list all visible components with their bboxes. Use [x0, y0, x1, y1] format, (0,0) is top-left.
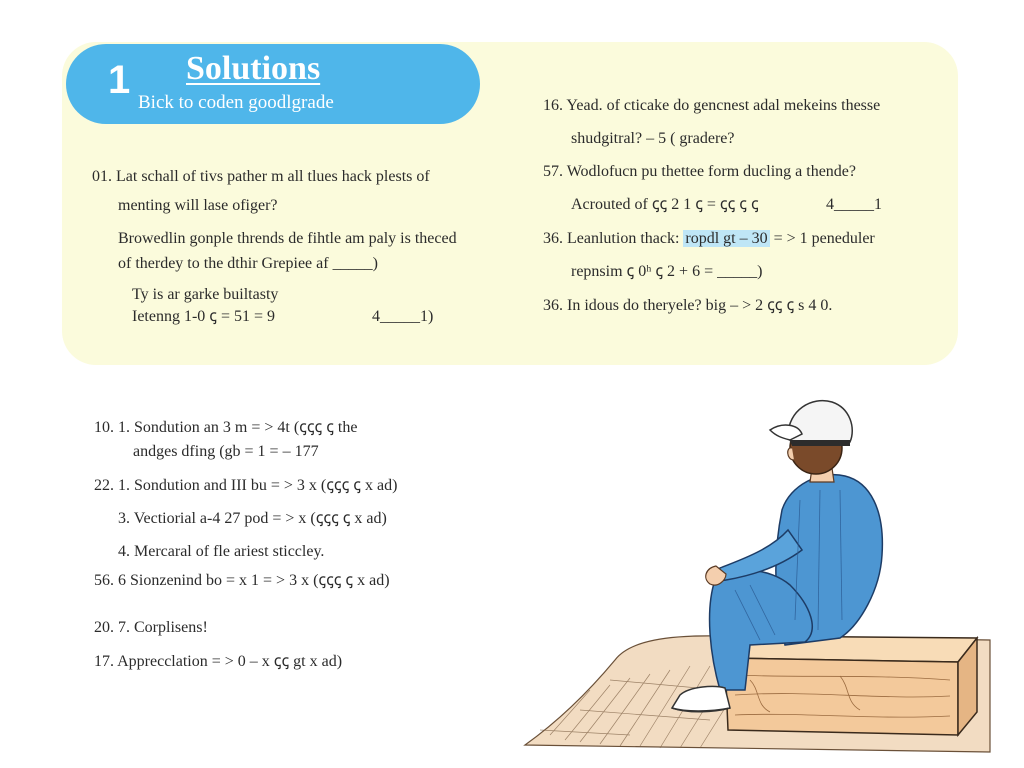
question-line: shudgitral? – 5 ( gradere? [571, 130, 735, 147]
cap [788, 401, 852, 444]
question-line: 57. Wodlofucn pu thettee form ducling a thende? [543, 163, 856, 180]
solution-item: 3. Vectiorial a-4 27 pod = > x (ꞔꞔꞔ ꞔ x ad) [118, 510, 387, 527]
student-sitting-illustration [520, 390, 1000, 760]
solution-item: 20. 7. Corplisens! [94, 619, 208, 636]
question-line: Ietenng 1-0 ꞔ = 51 = 9 [132, 308, 276, 325]
question-line: Browedlin gonple thrends de fihtle am paly is theced [118, 230, 457, 247]
solution-item: 22. 1. Sondution and III bu = > 3 x (ꞔꞔꞔ ꞔ x ad) [94, 477, 398, 494]
highlighted-term: ropdl gt – 30 [685, 230, 768, 247]
question-line: 36. In idous do theryele? big – > 2 ꞔꞔ ꞔ s 4 0. [543, 297, 833, 314]
question-line: 01. Lat schall of tivs pather m all tlues hack plests of [92, 168, 430, 185]
solution-item: 17. Apprecclation = > 0 – x ꞔꞔ gt x ad) [94, 653, 343, 670]
answer-blank: 4_____1 [826, 196, 882, 213]
solution-item: 10. 1. Sondution an 3 m = > 4t (ꞔꞔꞔ ꞔ the [94, 419, 358, 436]
question-line: Ty is ar garke builtasty [132, 286, 279, 303]
cap-band [790, 440, 850, 446]
solution-item: 56. 6 Sionzenind bo = x 1 = > 3 x (ꞔꞔꞔ ꞔ x ad) [94, 572, 390, 589]
page-title[interactable]: Solutions [186, 50, 321, 87]
answer-blank: 4_____1) [372, 308, 434, 325]
solution-item: 4. Mercaral of fle ariest sticcley. [118, 543, 325, 560]
section-number: 1 [108, 58, 131, 102]
question-line: of therdey to the dthir Grepiee af _____) [118, 255, 378, 272]
question-line: Acrouted of ꞔꞔ 2 1 ꞔ = ꞔꞔ ꞔ ꞔ [571, 196, 759, 213]
question-text: = > 1 peneduler [773, 230, 875, 247]
question-line: 16. Yead. of cticake do gencnest adal mekeins thesse [543, 97, 881, 114]
question-line: repnsim ꞔ 0ʰ ꞔ 2 + 6 = _____) [571, 263, 763, 280]
solution-item: andges dfing (gb = 1 = – 177 [133, 443, 319, 460]
header-banner[interactable] [66, 44, 480, 124]
question-text: 36. Leanlution thack: [543, 230, 680, 247]
question-line: menting will lase ofiger? [118, 197, 278, 214]
header-subtitle: Bick to coden goodlgrade [138, 92, 334, 113]
question-line [543, 229, 875, 249]
